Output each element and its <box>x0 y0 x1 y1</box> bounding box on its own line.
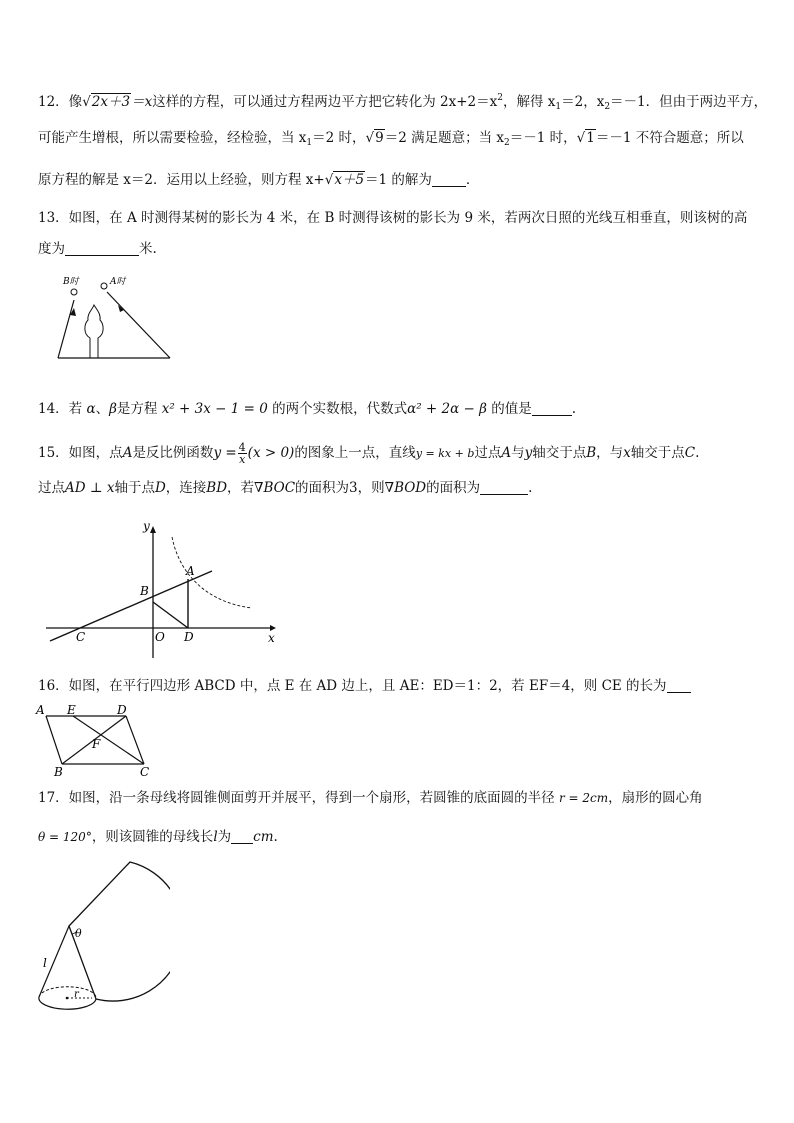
label-x: x <box>268 631 275 645</box>
fraction <box>238 442 247 465</box>
q12-text: ＝－1 时， <box>509 130 577 146</box>
expression: α² + 2α − β <box>407 401 487 417</box>
slant-length: l <box>213 829 218 845</box>
q12-text: 可能产生增根，所以需要检验，经检验，当 x <box>38 130 307 146</box>
sqrt-expression: √2x＋3 <box>82 94 131 110</box>
answer-blank[interactable] <box>65 241 139 256</box>
label-d: D <box>184 630 194 644</box>
triangle-boc: ∇BOC <box>254 480 296 496</box>
q17-text: 17．如图，沿一条母线将圆锥侧面剪开并展平，得到一个扇形，若圆锥的底面圆的半径 <box>38 790 555 806</box>
sqrt-expression: √1 <box>576 130 595 146</box>
sqrt-expression: √x＋5 <box>324 172 365 188</box>
q13-line-1: 13．如图，在 A 时测得某树的影长为 4 米，在 B 时测得该树的影长为 9 米，若两次日照的光线互相垂直，则该树的高 <box>38 210 748 226</box>
q15-text: 轴于点 <box>114 480 155 496</box>
label-c: C <box>76 630 86 644</box>
label-e: E <box>67 703 76 717</box>
answer-blank[interactable] <box>480 480 528 495</box>
q15-text: 的面积为 <box>295 480 350 496</box>
q15-text: 轴交于点 <box>532 445 587 461</box>
q12-text: ＝－1 不符合题意；所以 <box>595 130 744 146</box>
q15-text: 是反比例函数 <box>132 445 214 461</box>
radius-value: r = 2cm <box>558 791 609 805</box>
q15-text: ，与 <box>596 445 624 461</box>
q17-text: ，则该圆锥的母线长 <box>91 829 214 845</box>
answer-blank[interactable] <box>532 401 572 416</box>
point-a: A <box>501 445 512 461</box>
q12-line-2: 可能产生增根，所以需要检验，经检验，当 $x_1=2$ 时，√9＝2 满足题意；当 $x_2=-1$ 时，√1＝－1 不符合题意；所以 <box>38 130 744 148</box>
radicand: 9 <box>375 130 384 146</box>
q13-text: 米. <box>139 241 157 257</box>
q12-text: ＝2 满足题意；当 x <box>384 130 505 146</box>
q12-text: ，解得 x <box>502 94 556 110</box>
answer-blank[interactable] <box>231 829 253 844</box>
answer-blank[interactable] <box>432 172 466 187</box>
q17-text: 为 <box>217 829 232 845</box>
radicand: x＋5 <box>334 172 365 188</box>
q15-text: 的面积为 <box>426 480 481 496</box>
q12-text: ＝－1．但由于两边平方， <box>610 94 768 110</box>
q14-text: 是方程 <box>116 401 158 417</box>
label-l: l <box>43 956 47 970</box>
q12-text: ＝x <box>131 94 153 110</box>
q17-text: . <box>273 829 278 845</box>
perpendicular: AD ⊥ x <box>65 480 115 496</box>
q14-line <box>38 400 576 418</box>
label-b: B <box>54 765 63 779</box>
q12-text: ＝2 时， <box>312 130 366 146</box>
unit: cm <box>253 829 274 845</box>
q14-text: 的两个实数根，代数式 <box>272 401 408 417</box>
point-a: A <box>122 445 133 461</box>
label-o: O <box>155 630 165 644</box>
q15-text: 过点 <box>474 445 502 461</box>
label-y: y <box>143 519 150 533</box>
label-f: F <box>92 737 101 751</box>
q12-text: ． <box>465 172 480 188</box>
q15-text: 的图象上一点，直线 <box>294 445 416 461</box>
radicand: 2x＋3 <box>91 94 131 110</box>
q13-line-2 <box>38 240 157 258</box>
denominator: x <box>239 453 246 466</box>
axis-x: x <box>623 445 631 461</box>
condition: (x > 0) <box>247 445 295 461</box>
triangle-bod: ∇BOD <box>384 480 427 496</box>
point-b: B <box>586 445 597 461</box>
cone-sector-figure <box>30 855 170 1025</box>
line-equation: y = kx + b <box>415 447 475 460</box>
q15-line-2 <box>38 479 532 497</box>
area-value: 3 <box>349 480 358 496</box>
q12-text: ＝1 的解为 <box>365 172 432 188</box>
radicand: 1 <box>586 130 595 146</box>
numerator: 4 <box>238 441 246 454</box>
q17-line-1 <box>38 789 703 807</box>
alpha: α <box>86 401 96 417</box>
q15-text: 与 <box>511 445 525 461</box>
label-r: r <box>74 989 79 1000</box>
q15-text: 15．如图，点 <box>38 445 123 461</box>
label-b-time: B时 <box>63 277 79 287</box>
q15-text: ，若 <box>227 480 255 496</box>
equation: x² + 3x − 1 = 0 <box>161 401 268 417</box>
point-c: C <box>684 445 696 461</box>
q12-line-1: 12．像√2x＋3＝x这样的方程，可以通过方程两边平方把它转化为 $2x+2=x^2$，解得 $x_1=2$，$x_2=-1$．但由于两边平方， <box>38 93 768 112</box>
q17-text: ，扇形的圆心角 <box>608 790 703 806</box>
q12-line-3 <box>38 171 479 189</box>
q17-line-2 <box>38 828 278 846</box>
label-b: B <box>140 584 149 598</box>
q12-text: ＝2，x <box>561 94 605 110</box>
coordinate-figure <box>40 515 290 665</box>
q15-text: 过点 <box>38 480 65 496</box>
q16-line <box>38 677 691 695</box>
q15-text: . <box>528 480 533 496</box>
q15-text: 轴交于点 <box>630 445 685 461</box>
q15-text: ，连接 <box>165 480 207 496</box>
angle-value: θ = 120° <box>38 830 92 844</box>
q14-text: . <box>571 401 577 417</box>
q16-text: 16．如图，在平行四边形 ABCD 中，点 E 在 AD 边上，且 AE：ED＝1：2，若 EF＝4，则 CE 的长为 <box>38 678 667 694</box>
sqrt-expression: √9 <box>365 130 384 146</box>
q14-text: 14．若 <box>38 401 83 417</box>
label-c: C <box>140 765 150 779</box>
q12-text: 原方程的解是 x＝2．运用以上经验，则方程 x+ <box>38 172 325 188</box>
label-a: A <box>36 703 45 717</box>
segment-bd: BD <box>206 480 228 496</box>
function-lhs: y = <box>213 445 237 461</box>
q15-line-1 <box>38 442 699 465</box>
axis-y: y <box>524 445 533 461</box>
label-theta: θ <box>75 927 82 940</box>
q13-text: 度为 <box>38 241 65 257</box>
q14-text: 、 <box>95 401 110 417</box>
label-a: A <box>186 564 195 578</box>
tree-shadow-figure <box>50 272 180 364</box>
answer-blank[interactable] <box>667 678 691 693</box>
parallelogram-figure <box>34 701 164 779</box>
beta: β <box>109 401 117 417</box>
point-d: D <box>154 480 166 496</box>
label-a-time: A时 <box>110 277 126 287</box>
superscript: 2 <box>497 93 503 103</box>
q15-text: ，则 <box>357 480 385 496</box>
q15-text: . <box>695 445 700 461</box>
q12-number: 12．像 <box>38 94 83 110</box>
label-d: D <box>117 703 127 717</box>
q14-text: 的值是 <box>491 401 532 417</box>
q12-text: 这样的方程，可以通过方程两边平方把它转化为 2x+2＝x <box>152 94 498 110</box>
